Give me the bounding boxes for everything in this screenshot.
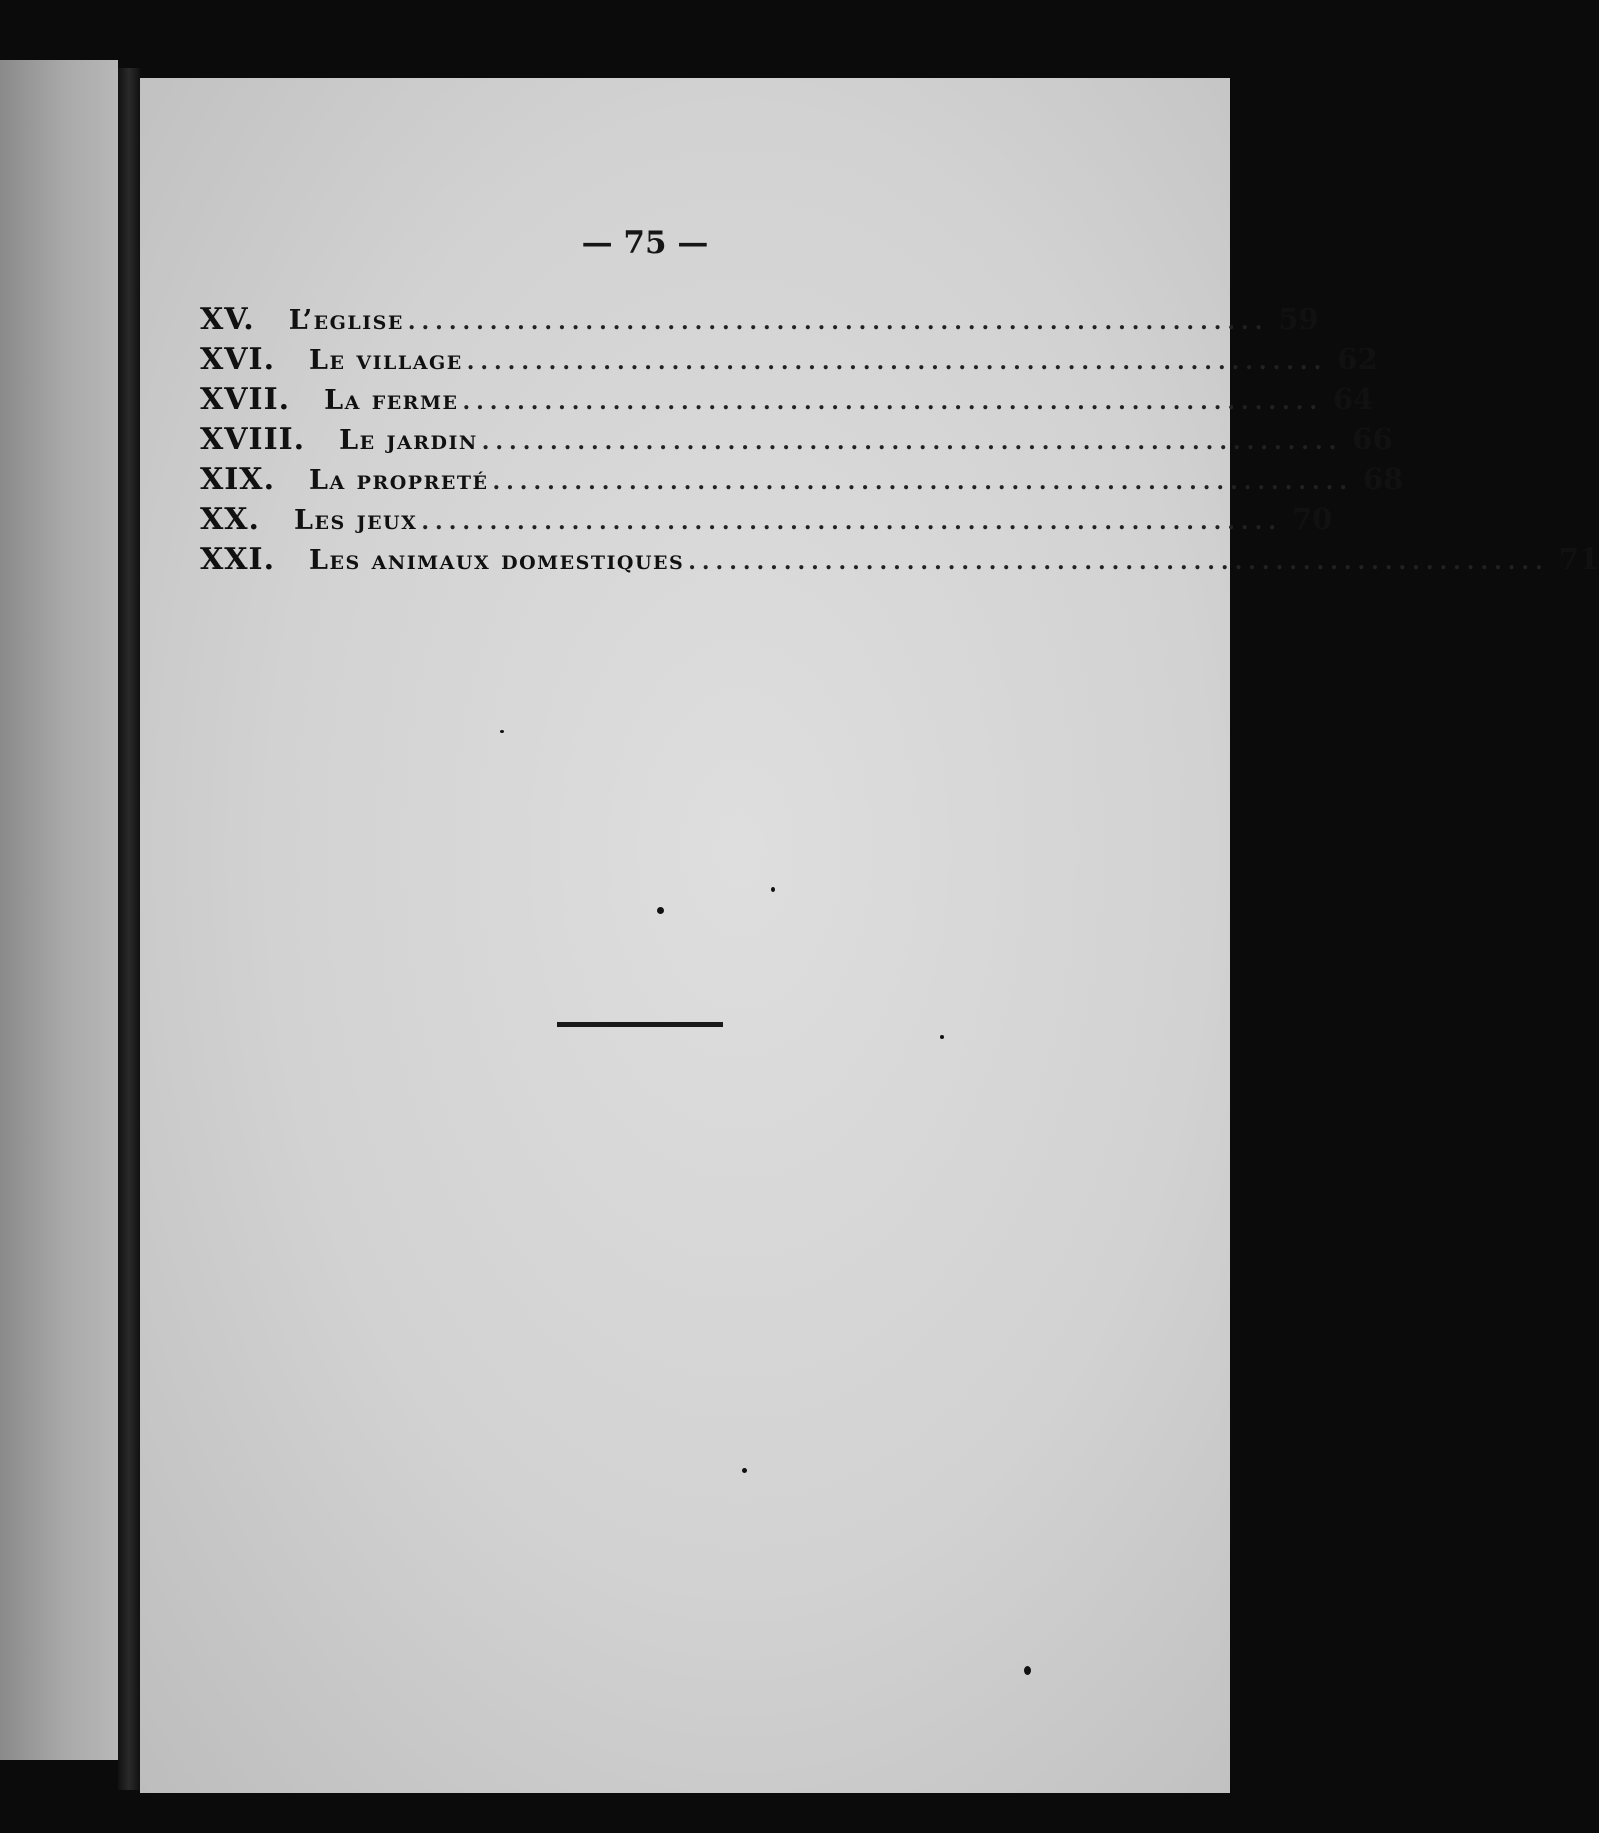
- toc-entry: [200, 302, 1319, 342]
- chapter-numeral: XXI.: [200, 542, 276, 577]
- chapter-title: La propreté: [309, 465, 489, 496]
- toc-entry: [200, 342, 1378, 382]
- chapter-title: L’eglise: [288, 305, 404, 336]
- toc-entry: [200, 462, 1404, 502]
- page-number: — 75 —: [581, 225, 709, 261]
- dot-leader: ...............................................................: [466, 349, 1328, 375]
- chapter-page: 71: [1558, 542, 1599, 576]
- chapter-numeral: XVII.: [200, 382, 291, 417]
- facing-page-edge: [0, 60, 118, 1760]
- ink-speck: [742, 1468, 747, 1473]
- chapter-page: 59: [1278, 302, 1319, 336]
- dot-leader: ...............................................................: [407, 309, 1269, 335]
- dot-leader: ...............................................................: [688, 549, 1549, 575]
- dot-leader: ...............................................................: [462, 389, 1324, 415]
- chapter-title: Le jardin: [339, 425, 478, 456]
- ink-speck: [940, 1035, 944, 1039]
- ink-speck: [500, 730, 504, 733]
- ink-speck: [657, 907, 664, 914]
- toc-entry: [200, 502, 1333, 542]
- dot-leader: ...............................................................: [492, 469, 1353, 495]
- toc-entry: [200, 382, 1374, 422]
- ink-speck: [1024, 1666, 1031, 1675]
- chapter-numeral: XX.: [200, 502, 260, 537]
- dot-leader: ...............................................................: [421, 509, 1282, 535]
- chapter-title: Le village: [309, 345, 463, 376]
- chapter-numeral: XV.: [200, 302, 255, 337]
- end-rule: [557, 1022, 723, 1027]
- chapter-page: 68: [1363, 462, 1404, 496]
- chapter-title: Les jeux: [294, 505, 418, 536]
- chapter-numeral: XIX.: [200, 462, 276, 497]
- chapter-title: La ferme: [324, 385, 459, 416]
- chapter-page: 66: [1352, 422, 1393, 456]
- chapter-page: 64: [1333, 382, 1374, 416]
- chapter-title: Les animaux domestiques: [309, 545, 685, 576]
- chapter-numeral: XVI.: [200, 342, 276, 377]
- table-of-contents: [200, 302, 1599, 582]
- book-gutter: [118, 68, 140, 1790]
- ink-speck: [771, 887, 775, 892]
- chapter-numeral: XVIII.: [200, 422, 306, 457]
- dot-leader: ...............................................................: [481, 429, 1343, 455]
- chapter-page: 62: [1337, 342, 1378, 376]
- chapter-page: 70: [1291, 502, 1333, 536]
- toc-entry: [200, 542, 1599, 582]
- toc-entry: [200, 422, 1393, 462]
